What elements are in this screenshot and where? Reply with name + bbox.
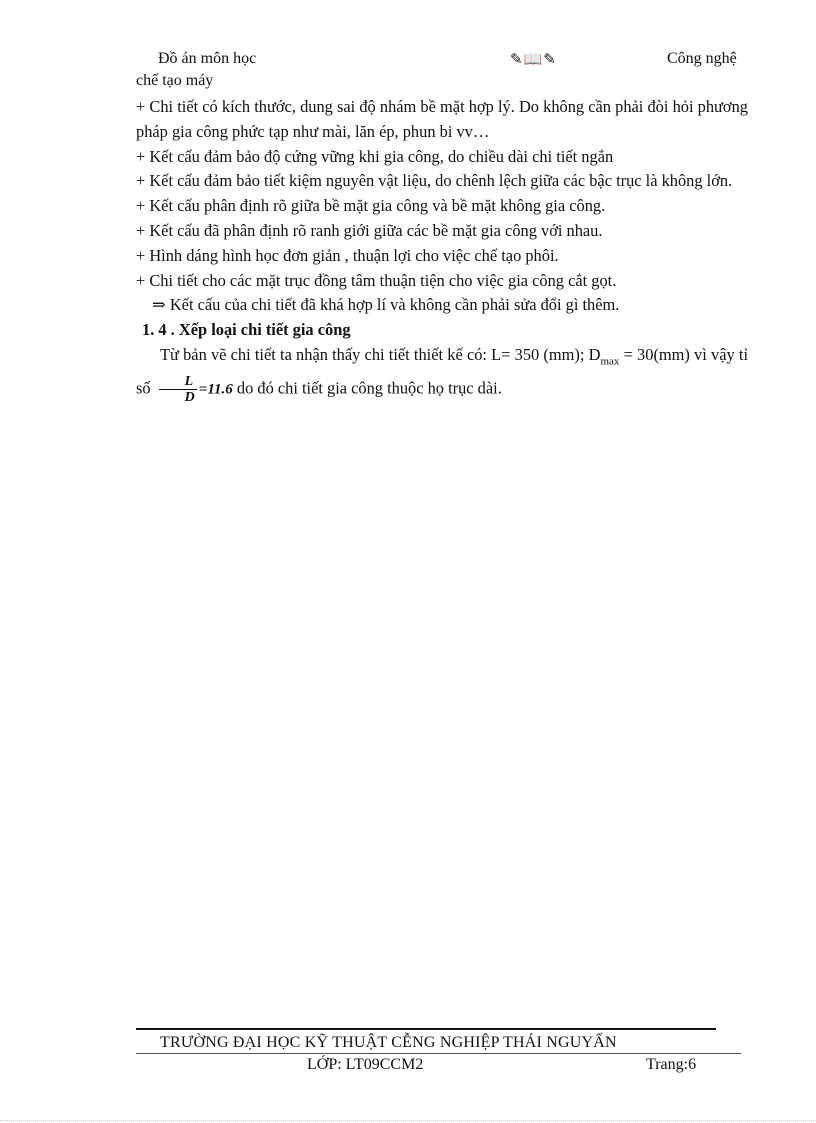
footer-top-rule xyxy=(136,1028,716,1030)
paragraph-rigidity: + Kết cấu đảm bảo độ cứng vững khi gia công, do chiều dài chi tiết ngắn xyxy=(136,146,614,166)
footer-school-name: TRƯỜNG ĐẠI HỌC KỸ THUẬT CỄNG NGHIỆP THÁI NGUYẤN xyxy=(160,1034,617,1051)
paragraph-concentric: + Chi tiết cho các mặt trục đồng tâm thuận tiện cho việc gia công cắt gọt. xyxy=(136,270,617,290)
header-right-title: Công nghệ xyxy=(667,50,737,67)
fraction-denominator: D xyxy=(184,390,195,406)
ratio-value: =11.6 xyxy=(198,381,233,398)
implies-arrow-icon: ⇒ xyxy=(152,295,166,315)
classification-paragraph: Từ bản vẽ chi tiết ta nhận thấy chi tiết thiết kế có: L= 350 (mm); $D_{max} = 30(mm)$ vì vậy tỉ số $\frac{L}{D}$ =11.6 do đó chi tiết gia công thuộc họ trục dài. xyxy=(136,344,748,406)
footer-divider xyxy=(136,1053,741,1054)
document-body xyxy=(136,95,748,405)
paragraph-dimensions: + Chi tiết có kích thước, dung sai độ nhám bề mặt hợp lý. Do không cần phải đòi hỏi phương pháp gia công phức tạp như mài, lăn ép, phun bi vv… xyxy=(136,97,748,141)
header-left-title: Đồ án môn học xyxy=(158,50,257,67)
header-continuation: chế tạo máy xyxy=(136,72,214,89)
fraction-numerator: L xyxy=(159,374,197,390)
footer-class: LỚP: LT09CCM2 xyxy=(307,1056,424,1073)
page-bottom-edge xyxy=(0,1120,816,1121)
book-ornament-icon: ✎📖✎ xyxy=(510,52,557,68)
footer-page-number: Trang:6 xyxy=(646,1056,697,1073)
ratio-fraction xyxy=(159,374,197,405)
conclusion-text: Kết cấu của chi tiết đã khá hợp lí và không cần phải sửa đổi gì thêm. xyxy=(169,295,620,315)
paragraph-surface-boundaries: + Kết cấu đã phân định rõ ranh giới giữa các bề mặt gia công với nhau. xyxy=(136,220,603,240)
paragraph-material: + Kết cấu đảm bảo tiết kiệm nguyên vật liệu, do chênh lệch giữa các bậc trục là không lớn. xyxy=(136,171,733,191)
dmax-subscript: max xyxy=(600,355,620,368)
section-heading: 1. 4 . Xếp loại chi tiết gia công xyxy=(142,320,351,340)
conclusion-line xyxy=(136,293,748,318)
paragraph-geometry: + Hình dáng hình học đơn giản , thuận lợi cho việc chế tạo phôi. xyxy=(136,245,559,265)
paragraph-surface-separation: + Kết cấu phân định rõ giữa bề mặt gia công và bề mặt không gia công. xyxy=(136,196,606,216)
